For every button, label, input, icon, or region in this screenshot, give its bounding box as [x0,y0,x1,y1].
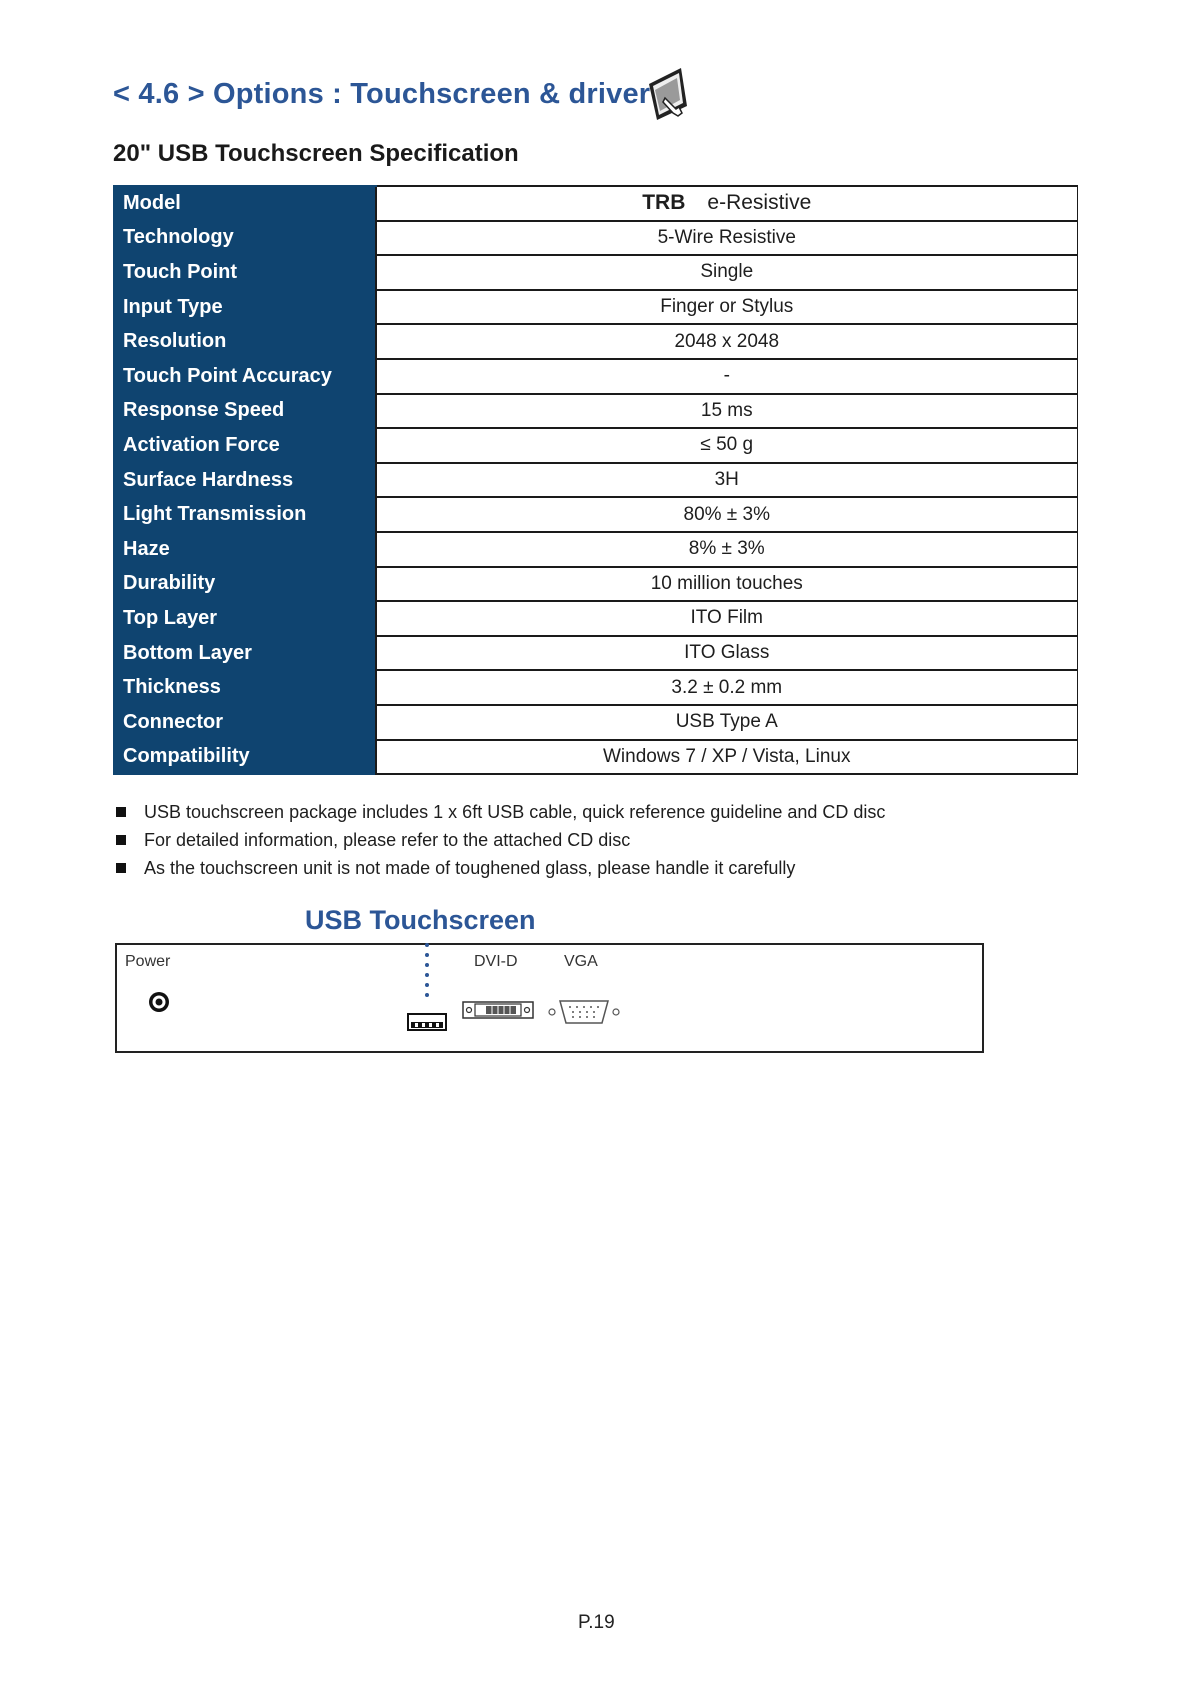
power-jack-icon [148,991,170,1013]
bullet-square-icon [116,863,126,873]
power-label: Power [125,953,171,970]
table-row [114,705,1078,740]
spec-value: - [376,359,1078,394]
spec-value: 5-Wire Resistive [376,221,1078,256]
spec-label: Activation Force [114,428,376,463]
spec-value: USB Type A [376,705,1078,740]
table-row [114,636,1078,671]
spec-value: 80% ± 3% [376,497,1078,532]
vga-label: VGA [564,953,598,970]
table-row [114,290,1078,325]
list-item: USB touchscreen package includes 1 x 6ft USB cable, quick reference guideline and CD disc [113,798,885,826]
spec-label: Response Speed [114,394,376,429]
spec-label: Surface Hardness [114,463,376,498]
table-row [114,394,1078,429]
spec-label: Touch Point [114,255,376,290]
table-row [114,567,1078,602]
notes-list [113,798,885,882]
spec-value: Single [376,255,1078,290]
table-row [114,497,1078,532]
section-heading: < 4.6 > Options : Touchscreen & driver [113,78,651,110]
table-row [114,359,1078,394]
table-row [114,740,1078,775]
vga-port-icon [546,997,622,1027]
table-row [114,221,1078,256]
spec-value: Windows 7 / XP / Vista, Linux [376,740,1078,775]
spec-subheading: 20" USB Touchscreen Specification [113,140,519,167]
table-row [114,428,1078,463]
usb-connection-dots [424,941,430,1009]
spec-label: Touch Point Accuracy [114,359,376,394]
touchscreen-hand-icon [643,64,695,124]
spec-value: 10 million touches [376,567,1078,602]
table-row [114,670,1078,705]
table-row [114,601,1078,636]
dvi-port-icon [462,1000,534,1020]
spec-label: Technology [114,221,376,256]
page-number: P.19 [578,1612,615,1633]
spec-label: Input Type [114,290,376,325]
table-row [114,186,1078,221]
spec-value: ≤ 50 g [376,428,1078,463]
spec-label: Top Layer [114,601,376,636]
spec-label: Thickness [114,670,376,705]
connector-panel [115,943,984,1053]
table-row [114,532,1078,567]
spec-value: 15 ms [376,394,1078,429]
bullet-square-icon [116,835,126,845]
spec-value: 2048 x 2048 [376,324,1078,359]
usb-port-icon [407,1013,447,1031]
model-name: TRB [642,191,686,215]
spec-value: 3H [376,463,1078,498]
spec-label: Haze [114,532,376,567]
dvi-label: DVI-D [474,953,518,970]
spec-value: Finger or Stylus [376,290,1078,325]
list-item: For detailed information, please refer to the attached CD disc [113,826,885,854]
spec-label: Model [114,186,376,221]
spec-value: ITO Glass [376,636,1078,671]
spec-value [376,186,1078,221]
spec-value: ITO Film [376,601,1078,636]
table-row [114,324,1078,359]
spec-value: 3.2 ± 0.2 mm [376,670,1078,705]
spec-value: 8% ± 3% [376,532,1078,567]
list-item: As the touchscreen unit is not made of toughened glass, please handle it carefully [113,854,885,882]
spec-label: Bottom Layer [114,636,376,671]
spec-label: Compatibility [114,740,376,775]
spec-label: Durability [114,567,376,602]
spec-label: Light Transmission [114,497,376,532]
table-row [114,463,1078,498]
table-row [114,255,1078,290]
spec-label: Resolution [114,324,376,359]
diagram-title: USB Touchscreen [305,905,536,935]
model-type: e-Resistive [707,191,812,215]
bullet-square-icon [116,807,126,817]
spec-table [113,185,1078,775]
spec-label: Connector [114,705,376,740]
